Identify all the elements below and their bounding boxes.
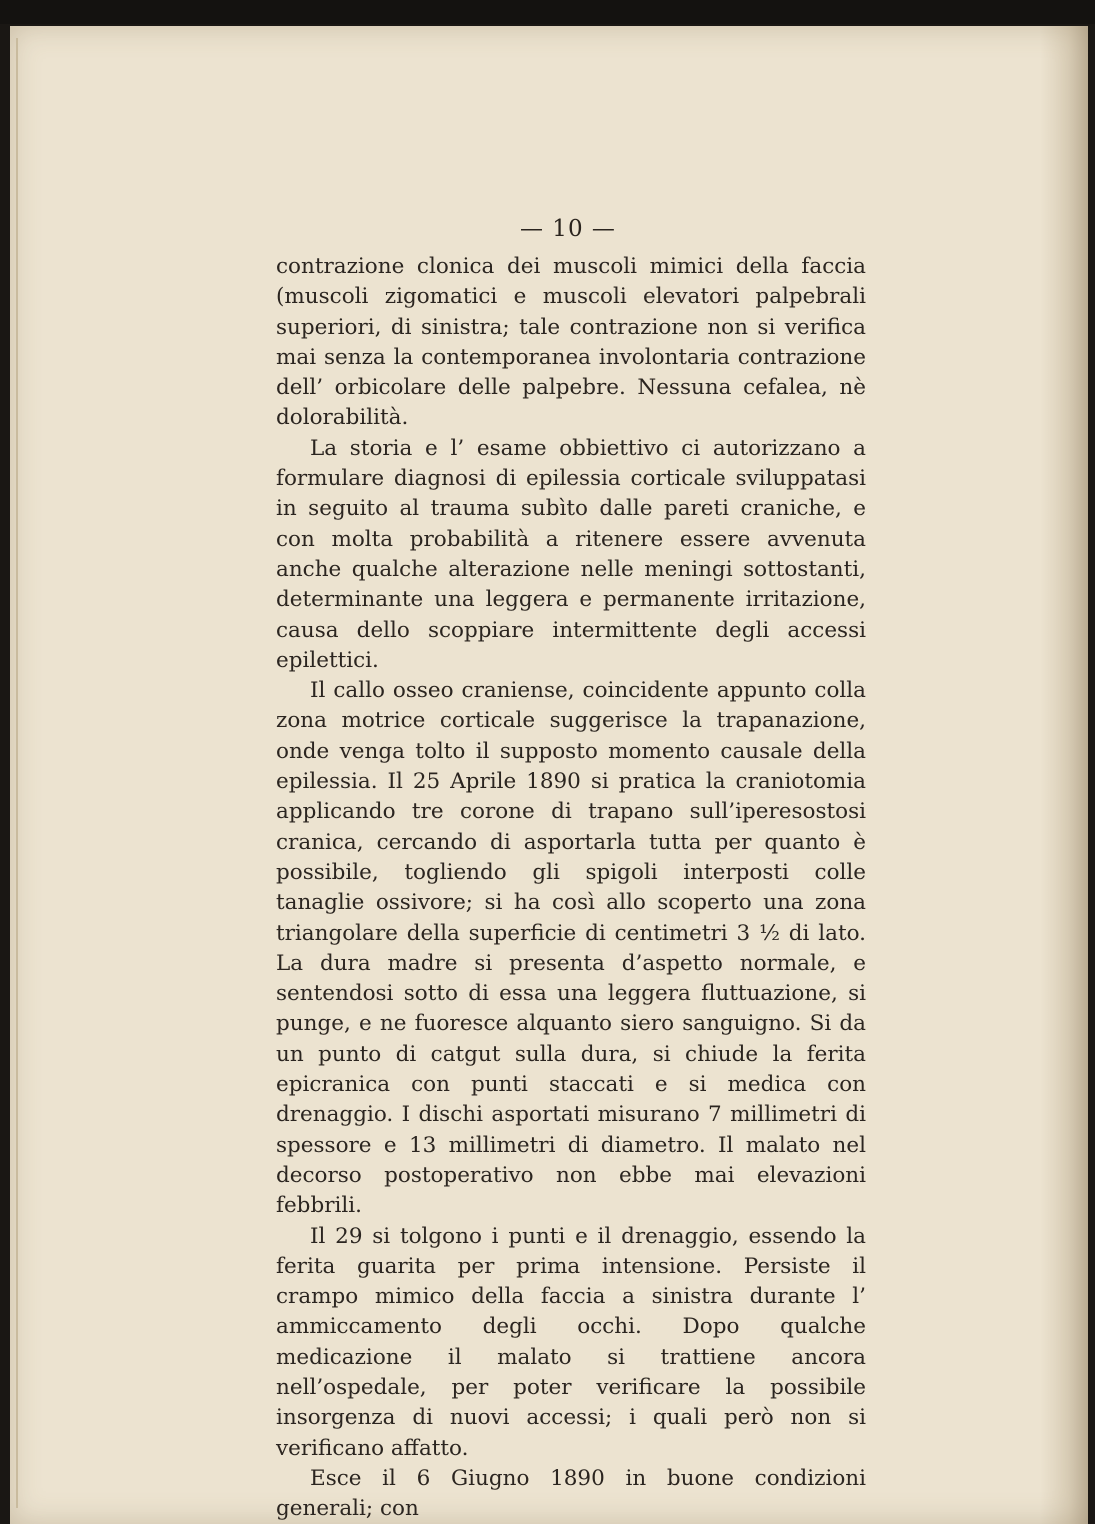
paragraph: La storia e l’ esame obbiettivo ci autorizzano a formulare diagnosi di epilessia corticale sviluppatasi in seguito al trauma subìto dalle pareti craniche, e con molta probabilità a ritenere essere avvenuta anche qualche alterazione nelle meningi sottostanti, determinante una leggera e permanente irritazione, causa dello scoppiare intermittente degli accessi epilettici. [276,435,866,673]
scan-top-band [0,0,1095,24]
page-edge-shadow [1040,26,1088,1524]
page-binding-line [16,38,18,1508]
paragraph: Il 29 si tolgono i punti e il drenaggio, essendo la ferita guarita per prima intensione. Persiste il crampo mimico della faccia a sinistra durante l’ ammiccamento degli occhi. Dopo qualche medicazione il malato si trattiene ancora nell’ospedale, per poter verificare la possibile insorgenza di nuovi accessi; i quali però non si verificano affatto. [276,1223,866,1461]
paragraph: Esce il 6 Giugno 1890 in buone condizioni generali; con [276,1465,866,1522]
paragraph-continued: contrazione clonica dei muscoli mimici della faccia (muscoli zigomatici e muscoli elevatori palpebrali superiori, di sinistra; tale contrazione non si verifica mai senza la contemporanea involontaria contrazione dell’ orbicolare delle palpebre. Nessuna cefalea, nè dolorabilità. [276,254,866,431]
page-number: — 10 — [520,216,616,242]
paragraph: Il callo osseo craniense, coincidente appunto colla zona motrice corticale suggerisce la trapanazione, onde venga tolto il supposto momento causale della epilessia. Il 25 Aprile 1890 si pratica la craniotomia applicando tre corone di trapano sull’iperesostosi cranica, cercando di asportarla tutta per quanto è possibile, togliendo gli spigoli interposti colle tanaglie ossivore; si ha così allo scoperto una zona triangolare della superficie di centimetri 3 ½ di lato. La dura madre si presenta d’aspetto normale, e sentendosi sotto di essa una leggera fluttuazione, si punge, e ne fuoresce alquanto siero sanguigno. Si da un punto di catgut sulla dura, si chiude la ferita epicranica con punti staccati e si medica con drenaggio. I dischi asportati misurano 7 millimetri di spessore e 13 millimetri di diametro. Il malato nel decorso postoperativo non ebbe mai elevazioni febbrili. [276,678,866,1219]
body-text [276,252,866,1524]
